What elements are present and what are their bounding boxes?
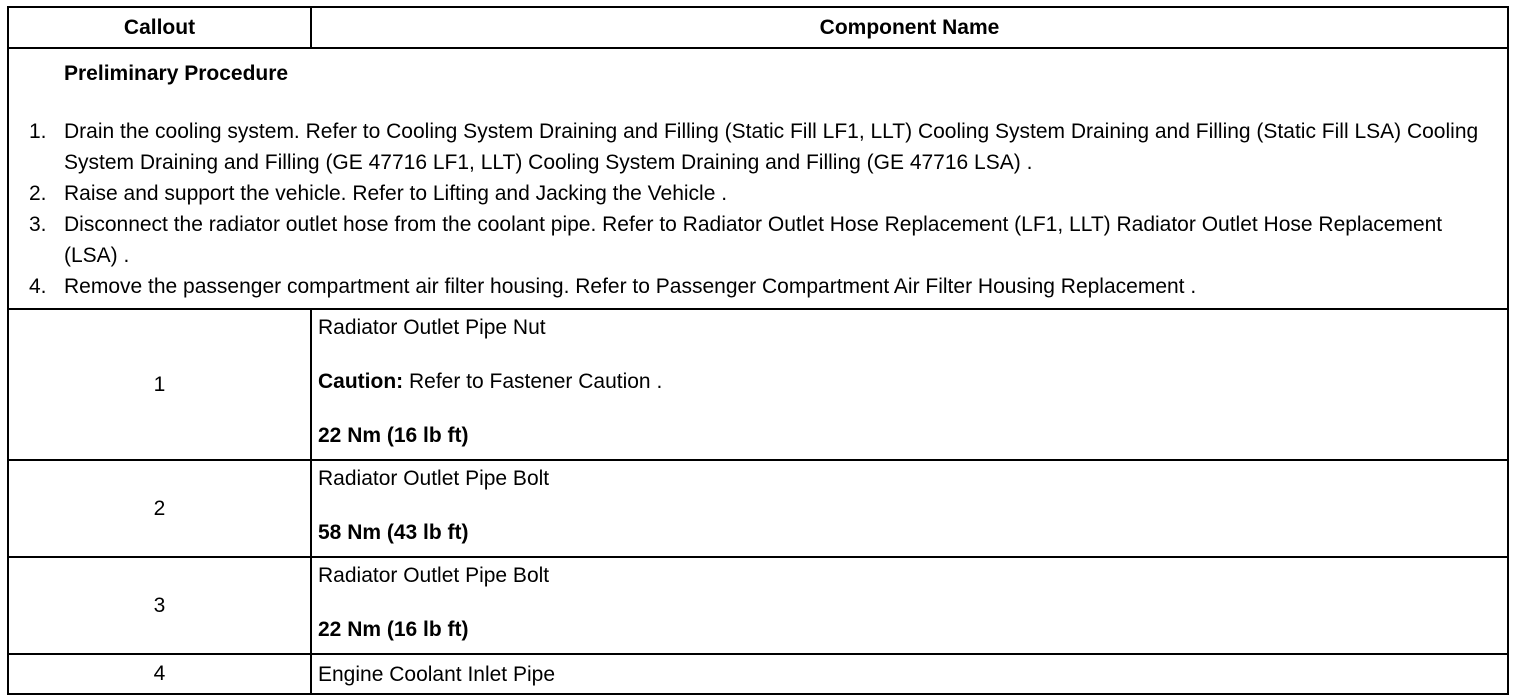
table-row <box>8 460 1508 557</box>
step-item <box>29 116 1497 178</box>
preliminary-procedure-cell <box>8 48 1508 309</box>
callout-number: 3 <box>8 557 311 654</box>
component-name: Radiator Outlet Pipe Bolt <box>318 467 550 490</box>
step-text: Disconnect the radiator outlet hose from the coolant pipe. Refer to Radiator Outlet Hose Replacement (LF1, LLT) Radiator Outlet Hose Replacement (LSA) . <box>64 213 1443 267</box>
step-text: Remove the passenger compartment air filter housing. Refer to Passenger Compartment Air Filter Housing Replacement . <box>64 275 1197 298</box>
table-row <box>8 309 1508 460</box>
step-item <box>29 178 1497 209</box>
component-cell <box>311 460 1508 557</box>
table-row <box>8 557 1508 654</box>
header-row <box>8 7 1508 48</box>
procedure-table <box>7 6 1509 695</box>
caution-label: Caution: <box>318 370 404 393</box>
component-name: Engine Coolant Inlet Pipe <box>318 662 555 686</box>
step-number: 3. <box>29 213 47 236</box>
step-text: Raise and support the vehicle. Refer to Lifting and Jacking the Vehicle . <box>64 182 728 205</box>
preliminary-procedure-title: Preliminary Procedure <box>64 62 289 85</box>
component-cell <box>311 654 1508 694</box>
component-name-header: Component Name <box>311 7 1508 48</box>
callout-header: Callout <box>8 7 311 48</box>
step-item <box>29 271 1497 302</box>
step-text: Drain the cooling system. Refer to Cooling System Draining and Filling (Static Fill LF1, LLT) Cooling System Draining and Filling (Static Fill LSA) Cooling System Draining and Filling (GE 47716 LF1, LLT) Cooling System Draining and Filling (GE 47716 LSA) . <box>64 120 1479 174</box>
preliminary-row <box>8 48 1508 309</box>
caution-text: Refer to Fastener Caution . <box>403 370 663 393</box>
component-name: Radiator Outlet Pipe Nut <box>318 316 546 339</box>
torque-spec: 22 Nm (16 lb ft) <box>318 424 469 447</box>
table-row <box>8 654 1508 694</box>
caution-note <box>318 368 1501 395</box>
callout-number: 1 <box>8 309 311 460</box>
torque-spec: 58 Nm (43 lb ft) <box>318 521 469 544</box>
step-number: 1. <box>29 120 47 143</box>
component-cell <box>311 557 1508 654</box>
step-number: 2. <box>29 182 47 205</box>
step-number: 4. <box>29 275 47 298</box>
torque-spec: 22 Nm (16 lb ft) <box>318 618 469 641</box>
preliminary-steps <box>29 116 1497 302</box>
component-name: Radiator Outlet Pipe Bolt <box>318 564 550 587</box>
step-item <box>29 209 1497 271</box>
callout-number: 2 <box>8 460 311 557</box>
component-cell <box>311 309 1508 460</box>
callout-number: 4 <box>8 654 311 694</box>
